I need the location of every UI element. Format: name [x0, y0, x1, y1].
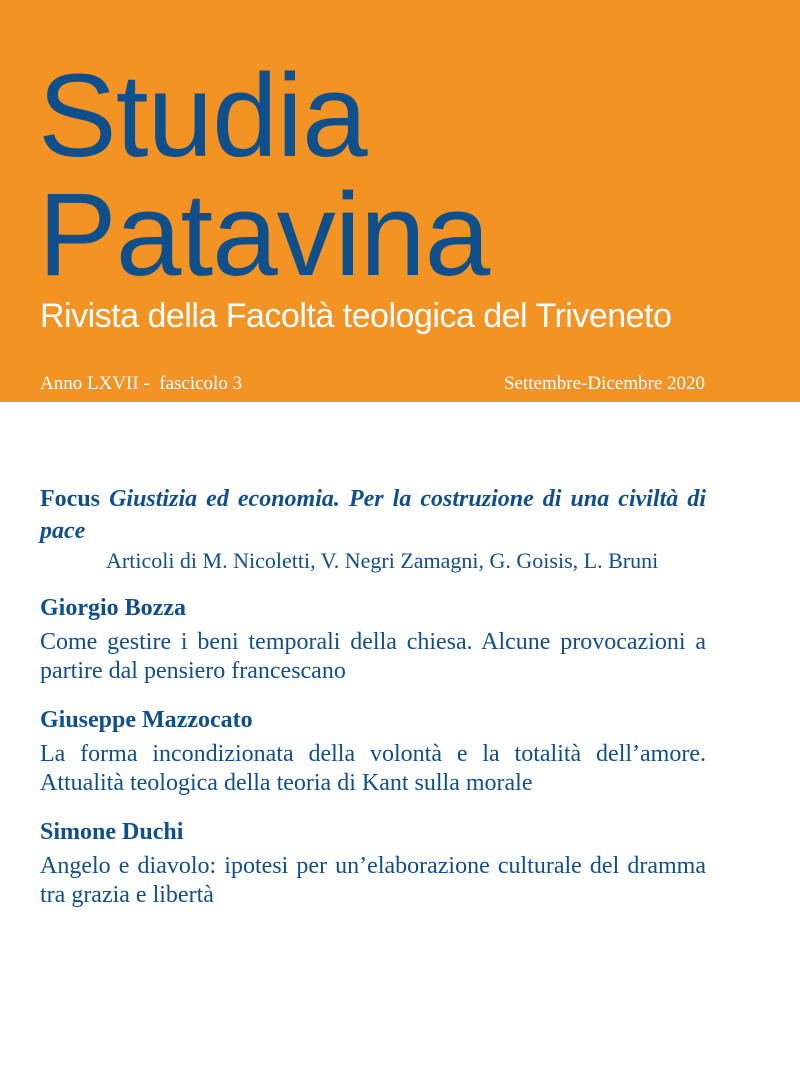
focus-heading	[40, 483, 706, 547]
article-title: La forma incondizionata della volontà e la totalità dell’amore. Attualità teologica della teoria di Kant sulla morale	[40, 741, 706, 796]
article-title: Come gestire i beni temporali della chiesa. Alcune provocazioni a partire dal pensiero francescano	[40, 629, 706, 684]
journal-title-line-2: Patavina	[38, 169, 490, 301]
article-entry	[40, 592, 706, 686]
journal-subtitle: Rivista della Facoltà teologica del Triveneto	[40, 297, 672, 335]
focus-theme: Giustizia ed economia. Per la costruzione di una civiltà di pace	[40, 486, 707, 544]
article-title: Angelo e diavolo: ipotesi per un’elaborazione culturale del dramma tra grazia e libertà	[40, 853, 706, 908]
issue-period: Settembre-Dicembre 2020	[503, 373, 705, 394]
issue-number: Anno LXVII - fascicolo 3	[40, 373, 243, 394]
article-author: Giuseppe Mazzocato	[40, 707, 253, 733]
journal-title-line-1: Studia	[38, 50, 367, 182]
article-author: Simone Duchi	[40, 819, 184, 845]
cover-header	[0, 0, 800, 402]
article-author: Giorgio Bozza	[40, 595, 186, 621]
article-entry	[40, 704, 706, 798]
table-of-contents	[40, 483, 706, 928]
focus-label: Focus	[40, 486, 100, 512]
focus-articles: Articoli di M. Nicoletti, V. Negri Zamagni, G. Goisis, L. Bruni	[106, 548, 659, 573]
focus-section	[40, 483, 706, 574]
article-entry	[40, 816, 706, 910]
